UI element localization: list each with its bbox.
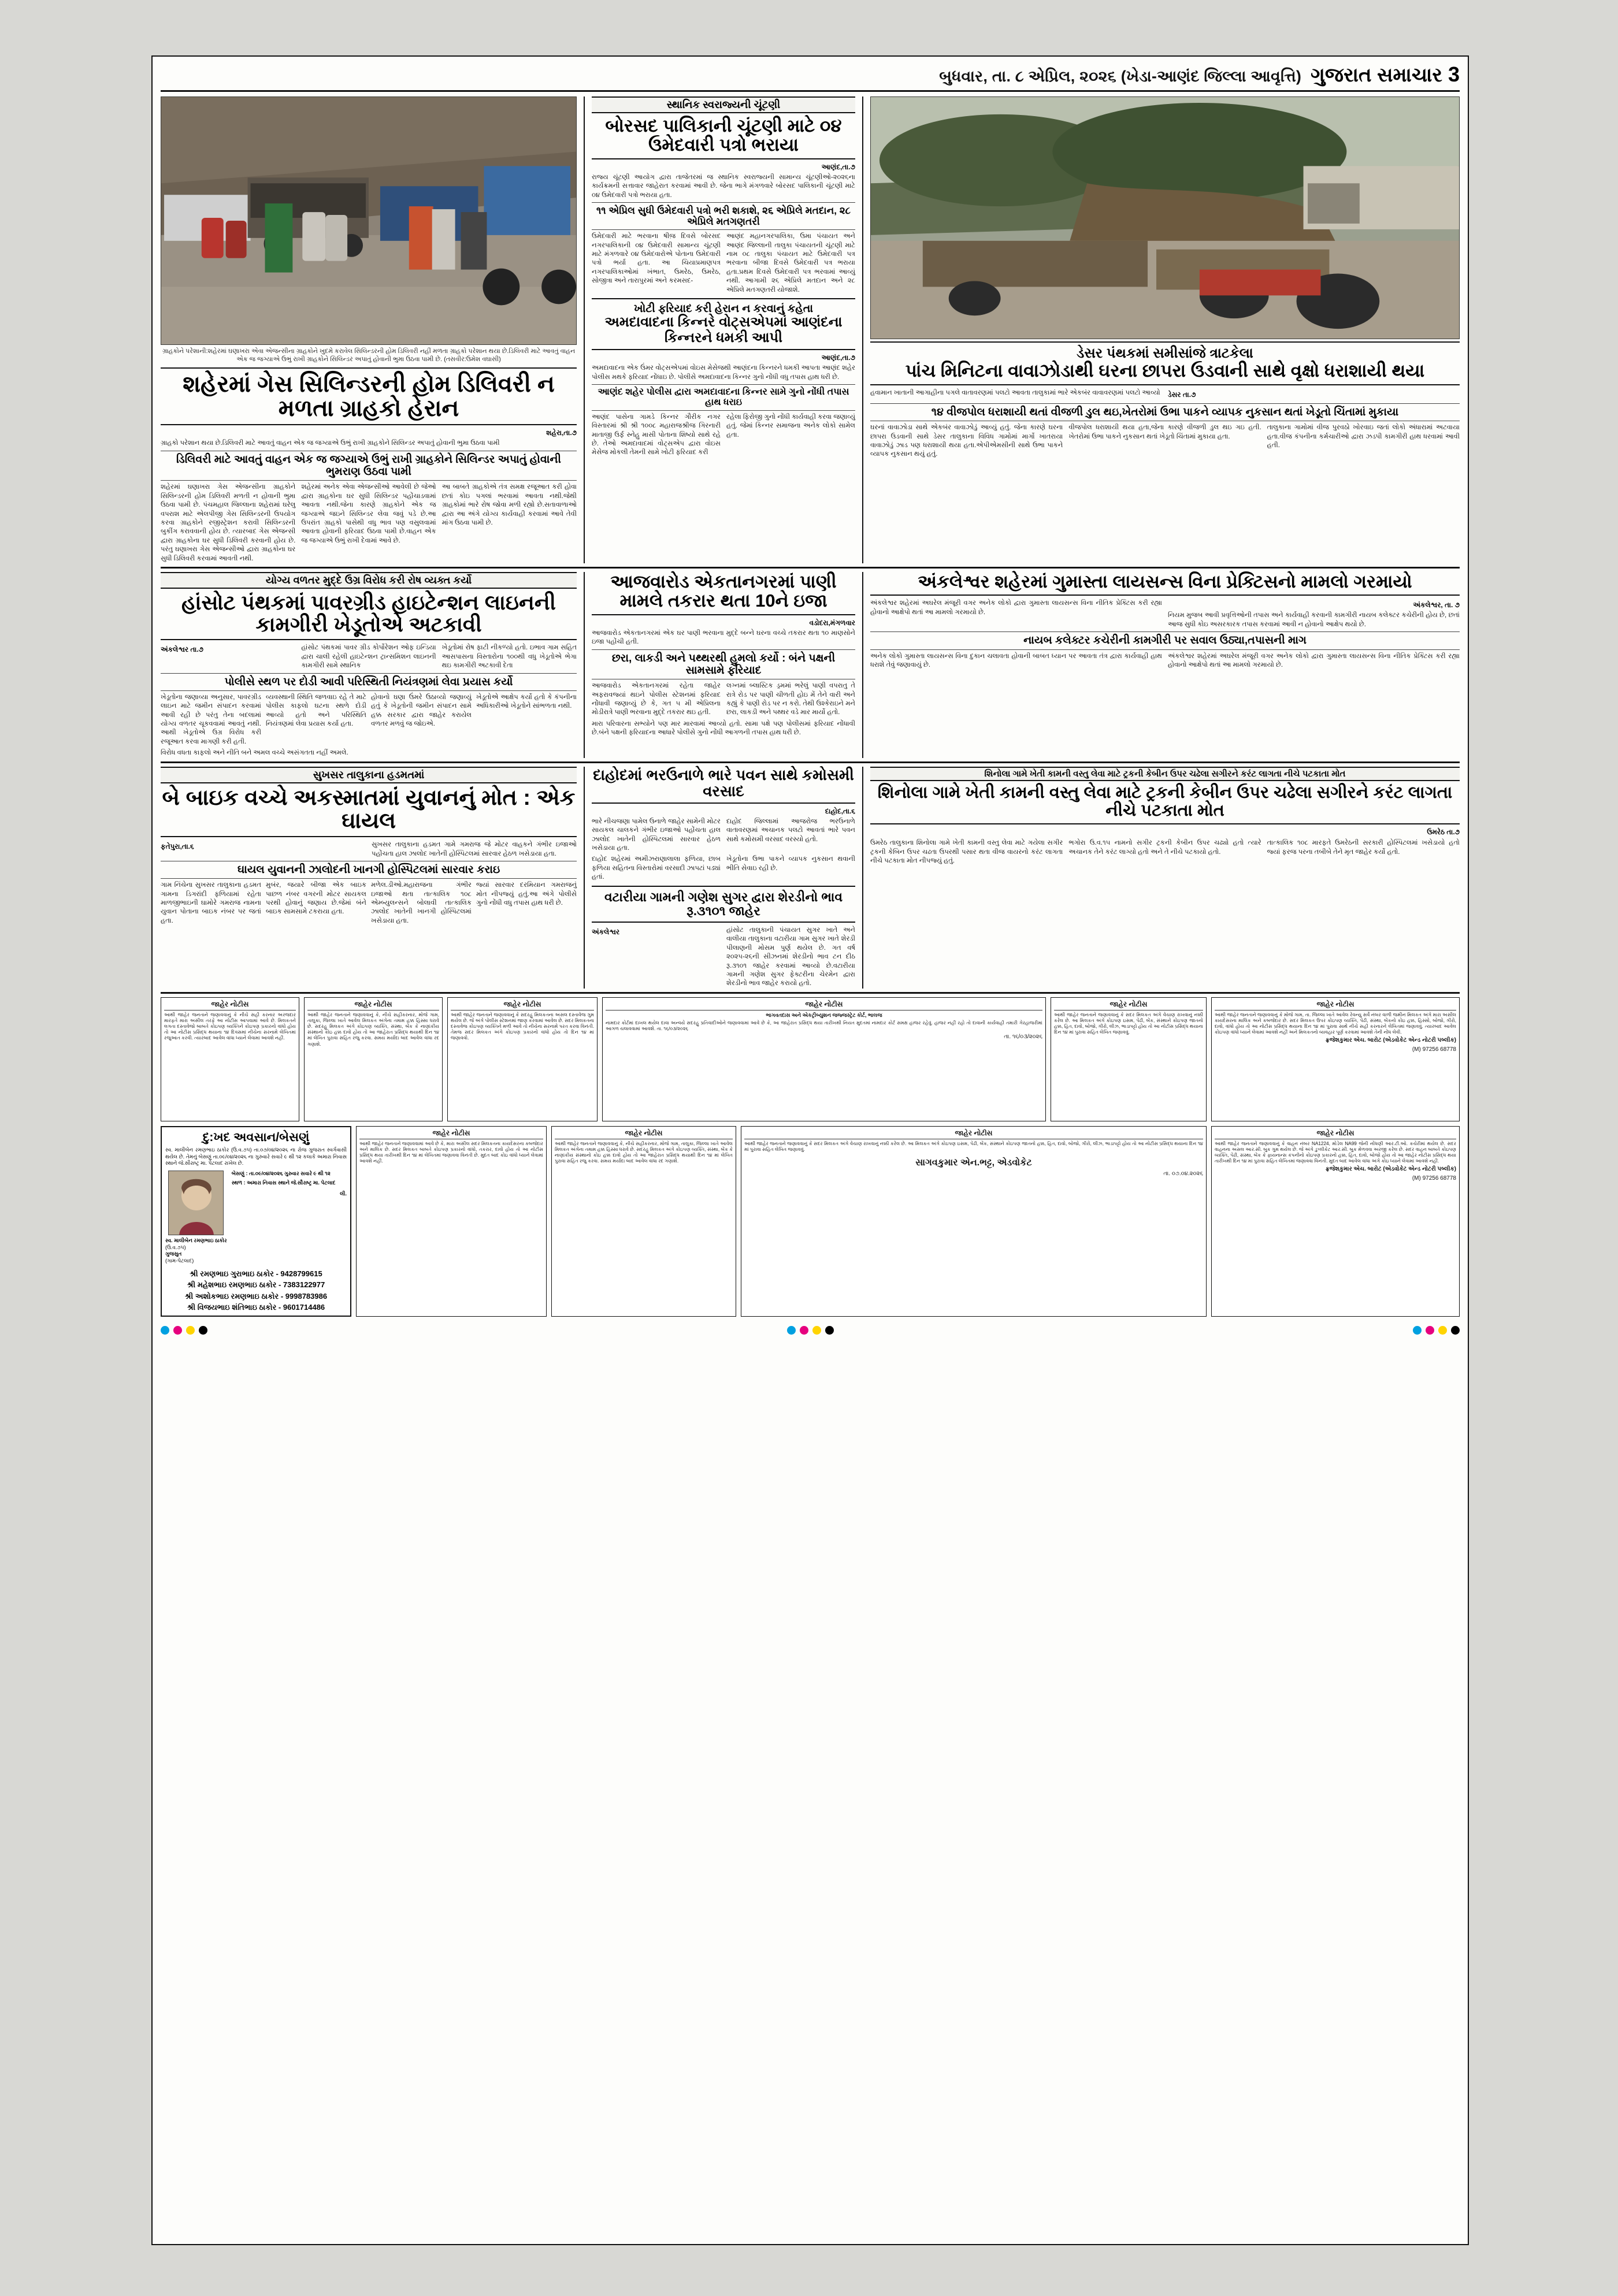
notice-body: આથી જાહેર જનતાને જણાવવાનું કે સદર મિલકત અંગે વેચાણ રાખવાનું નક્કી કરેલ છે. આ મિલકત અંગે કોઇપણ ઇસમ, પેઢી, બેંક, સંસ્થાને કોઇપણ જાતનો હક્ક, હિત, દાવો, બોજો, ગીરો, લીઝ, ભાડાપટ્ટો હોય તો આ નોટીસ પ્રસિદ્ધ થયાના દિન ૧૪ માં પુરાવા સહિત લેખિત જણાવવું. [1054,1012,1203,1035]
deceased-photo [168,1171,224,1235]
notice-body: આથી જાહેર જનતાને જણાવવાનું કે નીચે સહી કરનાર અરજદાર મારફતે મારા અસીલ તરફે આ નોટીસ આપવામાં આવે છે. મિલકતને લગતા દસ્તાવેજો બાબતે કોઇપણ વ્યક્તિને કોઇપણ પ્રકારનો વાંધો હોય તો આ નોટીસ પ્રસિદ્ધ થયાના ૧૪ દિવસમાં નીચેના સરનામે લેખિતમાં રજુઆત કરવી. ત્યારબાદ આવેલ વાંધા ધ્યાને લેવામાં આવશે નહીં. [164,1012,296,1041]
kinnar-c1: અમદાવાદના એક ઉંમર વોટ્સએપમાં વોઇસ મેસેજથી આણંદના કિન્નરને ધમકી આપતા આણંદ શહેર પોલીસ મથકે ફરિયાદ નોંધાઇ છે. પોલીસે અમદાવાદના કિન્નર ગુનો નોંધી વધુ તપાસ હાથ ધરી છે. [592,365,855,381]
notices-row-1 [161,997,1460,1121]
desar-byline: ડેસર તા.૭ [1168,390,1196,399]
kinnar-col3: રહેલા ફિરોજી ગુનો નોંધી કાર્યવાહી કરવા જણાવ્યું હતું. જેમાં કિન્નર સમાજના અનેક લોકો સામેલ હતા. [726,413,855,439]
color-dot-black [199,1326,207,1335]
hansot-byline: અંકલેશ્વર તા.૭ [161,645,204,654]
ajvarod-c1: આજવારોડ એકતાનગરમાં રહેતા જાહેર અફરાવજ્યાં થઇને પોલીસ સ્ટેશનમાં ફરિયાદ નોંધાવી જણાવ્યું છે કે, ગત ૫ મી એપ્રિલના મોડીરાત્રે પાણી ભરવાના મુદ્દે તકરાર થઇ હતી. [592,682,721,716]
ankleshwar-headline: અંકલેશ્વર શહેરમાં ગુમાસ્તા લાયસન્સ વિના પ્રેક્ટિસનો મામલો ગરમાયો [918,571,1412,592]
sukhsar-c1: ગામ નિંચેના સુખસર તાલુકાના હડમત ગામના ડિગરાંદી ફળિયામાં રહેતા માળજીભાઇની ઘામોરે ગમરાજ નામના યુવાન પોતાના બાઇક નંબર પર જતાં હતા. [161,882,261,924]
notices-row-2 [161,1126,1460,1317]
notice-slot-c [447,997,598,1121]
obituary-body: સ્વ. માલીબેન રમણભાઇ ઠાકોર (ઉ.વ.૭૫) તા.૦૭/૦૪/૨૦૨૬ ના રોજ ગુજરાત સ્વર્ગવાસી થયેલ છે. તેમનું બેસણું તા.૦૯/૦૪/૨૦૨૬ ના ગુરુવારે સવારે ૯ થી ૧૨ કલાકે અમારા નિવાસ સ્થાને જે.સૌરાષ્ટ્ર મા. પેટલાદ રાખેલ છે. [165,1146,347,1166]
notice-title: જાહેર નોટીસ [307,1000,439,1010]
color-dot-cyan [1413,1326,1422,1335]
shinola-c3: તાત્કાલિક ૧૦૮ મારફતે ઉમરેઠની સરકારી હોસ્પિટલમાં ખસેડાયો હતો જ્યાં ફરજ પરના તબીબે તેને મૃત જાહેર કર્યો હતો. [1267,839,1460,856]
notice-title: જાહેર નોટીસ [359,1129,543,1139]
advocate-notice-slot [741,1126,1207,1317]
color-dot-magenta [800,1326,808,1335]
kinnar-byline: આણંદ,તા.૭ [821,354,855,362]
sukhsar-subhead: ઘાયલ યુવાનની ઝાલોદની ખાનગી હોસ્પિટલમાં સારવાર કરાઇ [237,863,500,876]
obituary-slot [161,1126,351,1317]
gas-photo-caption: ગ્રાહકોને પરેશાની:શહેરમાં ઘણાખરા એવા એજન્સીના ગ્રાહકોને ખુદમે કરાવેલ સિલિન્ડરની હોમ ડિલિવરી નહીં મળતા ગ્રાહકો પરેશાન થયા છે.ડિલિવરી માટે આવતું વાહન એક જ જગ્યાએ ઉભું રાખી ગ્રાહકોને સિલિન્ડર અપાતું હોવાની ભુમા ઉઠવા પામી છે. (તસવીર:ઉમેશ વઘાસી) [162,348,576,363]
kinnar-headline1: ખોટી ફરિયાદ કરી હેરાન ન કરવાનું કહેતા [633,303,814,315]
middle-column-top [584,96,855,563]
sukhsar-headline: બે બાઇક વચ્ચે અકસ્માતમાં યુવાનનું મોત : એક ઘાયલ [162,785,576,833]
sukhsar-kicker: સુખસર તાલુકાના હડમતમાં [161,767,577,783]
gas-col3: આ બાબતે ગ્રાહકોએ તંત્ર સમક્ષ રજૂઆત કરી હોવા છતાં કોઇ પગલાં ભરવામાં આવતા નથી.જેથી ગ્રાહકોમાં ભારે રોષ જોવા મળી રહ્યો છે.સતાવાળાઓ દ્વારા આ અંગે યોગ્ય કાર્યવાહી કરવામાં આવે તેવી માંગ ઉઠવા પામી છે. [441,484,577,526]
court-notice-body: નામદાર કોર્ટમાં દાખલ થયેલ દાવા અન્વયે સદરહુ પ્રતિવાદીઓને જણાવવામાં આવે છે કે, આ જાહેરાત પ્રસિદ્ધ થયા તારીખથી નિયત મુદતમાં નામદાર કોર્ટ સમક્ષ હાજર રહેવું. હાજર નહીં રહો તો દાવાની કાર્યવાહી તમારી ગેરહાજરીમાં આગળ ચલાવવામાં આવશે. તા. ૧૬/૦૩/૨૦૨૬ [606,1020,1042,1032]
notice-slot-e [356,1126,547,1317]
notice-body: આથી જાહેર જનતાને જણાવવાનું કે સદર મિલકત અંગે વેચાણ રાખવાનું નક્કી કરેલ છે. આ મિલકત અંગે કોઇપણ ઇસમ, પેઢી, બેંક, સંસ્થાને કોઇપણ જાતનો હક્ક, હિત, દાવો, બોજો, ગીરો, લીઝ, ભાડાપટ્ટો હોય તો આ નોટીસ પ્રસિદ્ધ થયાના દિન ૧૪ માં પુરાવા સહિત લેખિત જણાવવું. [744,1140,1203,1152]
color-dot-yellow [812,1326,821,1335]
ajvarod-headline: આજવારોડ એકતાનગરમાં પાણી મામલે તકરાર થતા 10ને ઇજા [610,571,837,611]
color-dot-cyan [161,1326,169,1335]
court-notice-subtitle: ભાગવતદાસ અને એકટ્રીબ્યુશન જજ્જસ્ટ્રેટ કોર્ટ, ભાલજ [766,1012,882,1018]
color-dot-cyan [787,1326,796,1335]
masthead-dateline: બુધવાર, તા. ૮ એપ્રિલ, ૨૦૨૬ (ખેડા-આણંદ જિલ્લા આવૃત્તિ) [939,68,1302,85]
advocate-signature: સાગવકુમાર એન.ભટ્ટ, એડવોકેટ [915,1158,1032,1168]
sukhsar-byline: ફતેપુરા,તા.૬ [161,842,194,851]
hansot-c6: ખેડૂતોએ આક્ષેપ કર્યો હતો કે કંપનીના અધિકારીઓ ખેડૂતોને સાંભળતા નથી. [476,693,577,710]
sukhsar-c4: જ્યાં સારવાર દરમિયાન ગમરાજનું મોત નીપજ્યું હતું.આ અંગે પોલીસે ગુનો નોંધી વધુ તપાસ હાથ ધરી છે. [476,882,577,907]
right-column-top [862,96,1460,563]
notice-body: આથી જાહેર જનતાને જણાવવાનું કે, નીચે સહીકરનાર, મોજે ગામ, તાલુકા, જિલ્લા ખાતે આવેલ મિલકત અંગેના તમામ હક્ક હિસ્સા ધરાવે છે. સદરહુ મિલકત અંગે કોઇપણ વ્યક્તિ, સંસ્થા, બેંક કે નાણાંકીય સંસ્થાનો કોઇ હક્ક દાવો હોય તો આ જાહેરાત પ્રસિદ્ધ થયાથી દિન ૧૪ માં લેખિત પુરાવા સહિત રજુ કરવા. સમય મર્યાદા બાદ આવેલ વાંધા રદ ગણાશે. [555,1140,733,1164]
public-notice-ad [1211,1126,1460,1317]
public-notice [1051,997,1207,1121]
borsad-p1: રાજ્ય ચૂંટણી આયોગ દ્વારા તાજેતરમાં જ સ્થાનિક સ્વરાજ્યની સામાન્ય ચૂંટણીઓ-૨૦૨૬ના કાર્યક્રમની સત્તાવાર જાહેરાત કરવામાં આવી છે. જેના ભાગે મંગળવારે બોરસદ પાલિકાની ચૂંટણી માટે ૦૪ ઉમેદવારી પત્રો ભરાયા હતા. [592,173,855,199]
advocate-name: ફ્રજેશકુમાર એચ. બારોટ (એડવોકેટ એન્ડ નોટરી પબ્લીક) [1325,1037,1456,1044]
ankleshwar-byline: અંકલેશ્વર, તા. ૭ [1413,601,1460,610]
photo-art [871,97,1459,339]
masthead [161,62,1460,92]
gas-lead: ગ્રાહકો પરેશાન થયા છે.ડિલિવરી માટે આવતું વાહન એક જ જગ્યાએ ઉભું રાખી ગ્રાહકોને સિલિન્ડર અપાતું હોવાની ભુમા ઉઠવા પામી [161,440,500,447]
dahod-c3: દાહોદ શહેરમાં અમીઝરાણાલાલા ફળિયા, છાબ ફળિયા સહિતના વિસ્તારોમાં વરસાદી ઝાપટાં પડ્યાં હતાં. [592,856,721,881]
borsad-bullets: ૧૧ એપ્રિલ સુધી ઉમેદવારી પત્રો ભરી શકાશે, ૨૬ એપ્રિલે મતદાન, ૨૮ એપ્રિલે મતગણતરી [596,205,851,228]
borsad-headline: બોરસદ પાલિકાની ચૂંટણી માટે ૦૪ ઉમેદવારી પત્રો ભરાયા [605,116,842,155]
gas-delivery-photo [161,96,577,345]
gas-byline: શહેરા,તા.૭ [546,429,577,437]
photo-art [161,97,576,344]
notice-title: જાહેર નોટીસ [1054,1000,1203,1010]
notice-body: આથી જાહેર જનતાને જણાવવાનું કે મોજે ગામ, તા. જિલ્લા ખાતે આવેલ રેવન્યુ સર્વે નંબર વાળી જમીન મિલકત અંગે મારા અસીલ કાયદેસરના માલિક અને કબજેદાર છે. સદર મિલકત ઉપર કોઇપણ વ્યક્તિ, પેઢી, સંસ્થા, બેંકનો કોઇ હક્ક, હિસ્સો, બોજો, ગીરો, દાવો, વાંધો હોય તો આ નોટીસ પ્રસિદ્ધ થયાના દિન ૧૪ માં પુરાવા સાથે નીચે સહી કરનારને લેખિતમાં જણાવવું. ત્યારબાદ આવેલ કોઇપણ વાંધો ધ્યાને લેવામાં આવશે નહીં અને મિલકતનો વ્યવહાર પૂર્ણ કરવામાં આવશે તેની નોંધ લેવી. [1215,1012,1456,1035]
borsad-col1: ઉમેદવારી માટે ભરવાના ષીજ઼ દિવસે બોરસદ નગરપાલિકાની ૦૪ ઉમેદવારી સામાન્ય ચૂંટણી માટે મંગળવારે ૦૪ ઉમેદવારોએ પોતાના ઉમેદવારી પત્રો ભર્યા હતા. આ ચિયાપ્રમાણપત્ર નગરપાલિકાઓમાં ખંભાત, ઉમરેઠ, ઉમરેઠ, સોજીત્રા અને તારાપુરમાં અને કરમસદ- [592,233,721,285]
borsad-byline: આણંદ,તા.૭ [821,162,855,171]
notice-body: આથી જાહેર જનતાને જણાવવામાં આવે છે કે, મારા અસીલ સદર મિલકતના કાયદેસરના કબજેદાર અને માલિક છે. સદર મિલકત બાબતે કોઇપણ પ્રકારનો વાંધો, તકરાર, દાવો હોય તો આ નોટીસ પ્રસિદ્ધ થયા તારીખથી દિન ૧૪ માં લેખિતમાં જણાવવા વિનંતી છે. મુદત બાદ કોઇ વાંધો ધ્યાને લેવામાં આવશે નહીં. [359,1140,543,1164]
notice-body: આથી જાહેર જનતાને જણાવવાનું કે, નીચે સહીકરનાર, મોજે ગામ, તાલુકા, જિલ્લા ખાતે આવેલ મિલકત અંગેના તમામ હક્ક હિસ્સા ધરાવે છે. સદરહુ મિલકત અંગે કોઇપણ વ્યક્તિ, સંસ્થા, બેંક કે નાણાંકીય સંસ્થાનો કોઇ હક્ક દાવો હોય તો આ જાહેરાત પ્રસિદ્ધ થયાથી દિન ૧૪ માં લેખિત પુરાવા સહિત રજુ કરવા. સમય મર્યાદા બાદ આવેલ વાંધા રદ ગણાશે. [307,1012,439,1047]
obituary-venue-line: સ્થળ : અમારા નિવાસ સ્થાને જે.સૌરાષ્ટ્ર મા. પેટલાદ [231,1179,336,1186]
hansot-sub2: પોલીસે સ્થળ પર દોડી આવી પરિસ્થિતી નિયંત્રણમાં લેવા પ્રયાસ કર્યો [224,675,513,688]
ajvarod-c2: લગ્નમાં બ્લાસ્ટિક ડ્રમમાં ભરેલું પાણી વપરાતુ તે રાત્રે રોડ પર પાણી ચીળતી હોઇ મેં તેને વારી અને કહ્યું કે પાણી રોડ પર ન કરો. તેથી ઉશ્કેરાઇને મને છરા, લાકડી અને પથ્થર વડે માર માર્યો હતો. [726,682,855,716]
advocate-phone: (M) 97256 68778 [1412,1175,1456,1182]
notice-body: આથી જાહેર જનતાને જણાવવાનું કે વાહન નંબર NA1224, મોડેલ NA99 જેની નોંધણી આર.ટી.ઓ. કચેરીમાં થયેલ છે. સદર વાહનના અસલ આર.સી. બુક ગુમ થયેલ છે. જે અંગે ડુપ્લીકેટ આર.સી. બુક મેળવવા અરજી કરેલ છે. સદર વાહન બાબતે કોઇપણ વ્યક્તિ, પેઢી, સંસ્થા, બેંક કે ફાયનાન્સ કંપનીનો કોઇપણ પ્રકારનો હક્ક, હિત, દાવો, બોજો હોય તો આ જાહેર નોટીસ પ્રસિદ્ધ થયા તારીખથી દિન ૧૪ માં પુરાવા સહિત લેખિતમાં જણાવવા વિનંતી. મુદત બાદ આવેલ વાંધા અંગે કોઇ ધ્યાને લેવામાં આવશે નહીં. [1215,1140,1456,1164]
color-dot-magenta [173,1326,182,1335]
public-notice [356,1126,547,1317]
hansot-c1: હાંસોટ પંથકમાં પાવર ગ્રીડ કોર્પોરેશન ઓફ ઇન્ડિયા દ્વારા ચાલી રહેલી હાઇટેન્શન ટ્રાન્સમિશન લાઇનની કામગીરી સામે સ્થાનિક [301,644,436,670]
deceased-relation: ગુજસુત [165,1251,182,1257]
public-notice [447,997,598,1121]
sukhsar-lead: સુખસર તાલુકાના હડમત ગામે ગમરાજ જે મોટર વાહકને ગંભીર ઇજાઓ પહોંચતા હાલ ઝાલોદ ખાતેની હોસ્પિટલમાં સારવાર હેઠળ ખસેડાયા હતા. [372,841,577,857]
borsad-kicker: સ્થાનિક સ્વરાજ્યની ચૂંટણી [592,96,855,113]
public-notice [551,1126,736,1317]
ajvarod-block [584,572,855,758]
sukhsar-block [161,767,577,989]
top-section [161,96,1460,563]
court-notice [602,997,1046,1121]
lower-section [161,767,1460,989]
court-notice-slot [602,997,1046,1121]
notice-slot-a [161,997,299,1121]
shinola-byline: ઉમરેઠ તા.૭ [1427,828,1460,837]
hansot-c2: ખેડૂતોમાં રોષ ફાટી નીકળ્યો હતો. ઇભાવ ગામ સહિત આસપાસના વિસ્તારોના ૧૦૦થી વધુ ખેડૂતોએ ભેગા થઇ કામગીરી અટકાવી દેતા [441,644,577,670]
public-notice-ad [1211,997,1460,1121]
notice-title: જાહેર નોટીસ [744,1129,1203,1139]
obituary-lister: લી. [340,1191,347,1197]
ankleshwar-sub: નાયબ કલેક્ટર કચેરીની કામગીરી પર સવાલ ઉઠ્યા,તપાસની માગ [1023,634,1307,647]
ajvarod-byline: વડોદરા,મંગળવાર [809,618,855,627]
sukhsar-c2: મુબંર, જયારે બીજા એક બાઇક પાછળ નંબર વગરની મોટર સાયકલ પરથી હોવાનું જણાય છે.જેમાં બંને બાઇક સામસામે ટકરાયા હતા. [266,882,366,916]
obituary-title: દુ:ખદ અવસાન/બેસણું [202,1130,310,1144]
obituary-contact: શ્રી અશોકભાઇ રમણભાઇ ઠાકોર - 9998783986 [184,1291,328,1301]
dahod-c1: ભારે નીચજણા પામેલ ઉનાળે જાહેર સામેની મોટર સાયકલ ચાલકને ગંભીર ઇજાઓ પહોંચતા હાલ ઝાલોદ ખાતેની હોસ્પિટલમાં સારવાર હેઠળ ખસેડાયા હતા. [592,818,721,852]
hansot-headline: હાંસોટ પંથકમાં પાવરગ્રીડ હાઇટેન્શન લાઇનની કામગીરી ખેડૂતોએ અટકાવી [181,590,556,637]
notice-slot-d [1051,997,1207,1121]
hansot-c7: વિરોધ વધતા કાફલો અને નીતિ બને અમલ વચ્ચે અસંગતતા નહીં અમલે. [161,749,348,757]
notice-title: જાહેર નોટીસ [451,1000,594,1010]
dahod-headline: દાહોદમાં ભરઉનાળે ભારે પવન સાથે કમોસમી વરસાદ [593,766,854,800]
shinola-c2: ભગોરા ઉ.વ.૧૫ નામનો સગીર ટ્રકની કેબીન ઉપર ચઢ્યો હતો ત્યારે અચાનક તેને કરંટ લાગ્યો હતો અને તે નીચે પટકાયો હતો. [1068,839,1261,856]
dahod-byline: દાહોદ,તા.૬ [825,807,855,815]
advocate-notice [741,1126,1207,1317]
sugar-headline: વટારીયા ગામની ગણેશ સુગર દ્વારા શેરડીનો ભાવ રૂ.૩૧૦૧ જાહેર [604,889,843,918]
gas-col2: શહેરમાં અનેક એવા એજન્સીઓ આવેલી છે જેઓ દ્વારા ગ્રાહકોના ઘર સુધી સિલિન્ડર પહોંચાડવામાં આવતા નથી.જેના કારણે ગ્રાહકોને એક જ જગ્યાએ જઇને સિલિન્ડર લેવા જવું પડે છે.આ ઉપરાંત ગ્રાહકો પાસેથી વધુ ભાવ પણ વસુલવામાં આવતા હોવાની ફરિયાદ ઉઠવા પામી છે.વાહન એક જ જગ્યાએ ઉભું રાખી દેવામાં આવે છે. [301,484,436,544]
court-notice-date: તા. ૧૬/૦૩/૨૦૨૬ [1004,1034,1042,1041]
obituary-photo-wrap [165,1171,227,1265]
sukhsar-c3: મળેલ.ડીઓ.મહારાજના ગંભીર ઇજાઓ થતા તાત્કાલિક ૧૦૮ એમ્બ્યુલન્સને બોલાવી તાત્કાલિક ઝાલોદ ખાતેની ખાનગી હોસ્પિટલમાં ખસેડાયા હતા. [371,882,472,924]
ankleshwar-c1: અંકલેશ્વર શહેરમાં અઘરેલ મંજૂરી વગર અનેક લોકો દ્વારા ગુમાસ્તા લાયસન્સ વિના નીતિક પ્રેક્ટિસ કરી રહ્યા હોવાનો આક્ષેપો થતાં આ મામલો ગરમાયો છે. [870,600,1162,616]
obituary-date-line: બેસણું : તા.૦૯/૦૪/૨૦૨૬ ગુરુવાર સવારે ૯ થી ૧૨ [231,1170,331,1176]
advocate-date: તા. ૦૭.૦૪.૨૦૨૬ [1163,1170,1203,1177]
shinola-block [862,767,1460,989]
ad-slot-right-1 [1211,997,1460,1121]
ad-slot-right-2 [1211,1126,1460,1317]
desar-col3: તાલુકાના ગામોમાં વીજ પુરવઠો ખોરવાઇ જતાં લોકો અંધારામાં અટવાયા હતા.વીજ કંપનીના કર્મચારીઓ દ્વારા ઝડપી કામગીરી હાથ ધરવામાં આવી હતી. [1267,424,1460,449]
ankleshwar-block [862,572,1460,758]
color-dot-yellow [1438,1326,1447,1335]
sugar-body: હાંસોટ તાલુકાની પંચાયત સુગર ખાતે અને વાલીયા તાલુકાના વટારીયા ગામ સુગર ખાતે શેરડી પીલાણની મોસમ પુર્ણ થયેલ છે. ગત વર્ષ ૨૦૨૫-૨૬ની સીઝનમાં શેરડીનો ભાવ ટન દીઠ રૂ.૩૧૦૧ જાહેર કરવામાં આવ્યો છે.વટારીયા ગામની ગણેશ સુગર ફેક્ટરીના ચેરમેન દ્વારા શેરડીનો ભાવ જાહેર કરાયો હતો. [726,926,855,987]
registration-bar [161,1322,1460,1335]
color-dot-yellow [186,1326,195,1335]
color-dots-right [1413,1322,1460,1335]
color-dot-black [825,1326,834,1335]
newspaper-page [151,55,1469,2245]
shinola-headline: શિનોલા ગામે ખેતી કામની વસ્તુ લેવા માટે ટ્રકની કેબીન ઉપર ચઢેલા સગીરને કરંટ લાગતા નીચે પટકાતા મોત [877,783,1453,820]
notice-body: આથી જાહેર જનતાને જણાવવાનું કે સદરહુ મિલકતના અસલ દસ્તાવેજ ગુમ થયેલ છે. જે અંગે પોલીસ સ્ટેશનમાં જાણ કરવામાં આવેલ છે. સદર મિલકતના દસ્તાવેજ કોઇપણ વ્યક્તિને મળી આવે તો નીચેના સરનામે પરત કરવા વિનંતી. તેમજ સદર મિલકત અંગે કોઇપણ પ્રકારનો વાંધો હોય તો દિન ૧૪ માં જણાવવો. [451,1012,594,1041]
obituary-contact: શ્રી વિજયભાઇ શંતિભાઇ ઠાકોર - 9601714486 [187,1303,325,1312]
notice-title: જાહેર નોટીસ [1215,1129,1456,1139]
ajvarod-subhead: છરા, લાકડી અને પથ્થરથી હુમલો કર્યો : બંને પક્ષની સામસામે ફરિયાદ [611,652,836,677]
advocate-phone: (M) 97256 68778 [1412,1046,1456,1053]
desar-col2: વીજપોલ ધરાશાયી થયા હતા,જેના કારણે વીજળી ડુલ થઇ ગઇ હતી. ખેતરોમાં ઉભા પાકને નુકસાન થતાં ખેડૂતો ચિંતામાં મુકાયા હતા. [1068,424,1261,440]
notice-title: જાહેર નોટીસ [555,1129,733,1139]
ankleshwar-c2: અનેક લોકો ગુમાસ્તા લાયસન્સ વિના દુકાન ચલાવતા હોવાની બાબત ધ્યાન પર આવતા તંત્ર દ્વારા કાર્યવાહી હાથ ધરાશે તેવું જણાવાયું છે. [870,652,1162,668]
portrait-art [169,1171,224,1235]
desar-subhead: ૧૪ વીજપોલ ધરાશાયી થતાં વીજળી ડુલ થઇ,ખેતરોમાં ઉભા પાકને વ્યાપક નુકસાન થતાં ખેડૂતો ચિંતામાં મુકાયા [931,406,1399,418]
kinnar-col2: આણંદ પાસેના ગામડે કિન્નર ગૌરીક નગર વિસ્તારમાં શ્રી શ્રી ૧૦૦૮ મહારાજશ્રીજ ગિરનારી માતાજી ઉર્ફ સ્નેહુ માસી પોતાના શિષ્યો સાથે રહે છે. તેઓ અમદાવાદમાં વોટ્સએપ દ્વારા વોઇસ મેસેજ મોકલી તેમની સામે ખોટી ફરિયાદ કરી [592,413,721,456]
ajvarod-c3: મારા પરિવારના સભ્યોને પણ માર મારવામાં આવ્યો હતો. સામા પક્ષે પણ પોલીસમાં ફરિયાદ નોંધાવી છે.બંને પક્ષની ફરિયાદના આધારે પોલીસે ગુનો નોંધી આગળની તપાસ હાથ ધરી છે. [592,720,855,737]
kinnar-headline2: અમદાવાદના કિન્નરે વોટ્સએપમાં આણંદના કિન્નરને ધમકી આપી [604,314,843,345]
obituary-contact: શ્રી મહેશભાઇ રમણભાઇ ઠાકોર - 7383122977 [187,1280,325,1290]
obituary-contact: શ્રી રમણભાઇ ગુરાભાઇ ઠાકોર - 9428799615 [190,1269,322,1278]
dahod-c4: ખેડૂતોના ઉભા પાકને વ્યાપક નુકસાન થવાની ભીતિ સેવાઇ રહી છે. [726,856,855,872]
desar-lead: હવામાન ખાતાની આગાહીના પગલે વાતાવરણમાં પલટો આવતા તાલુકામાં ભારે એકબંર વાવાવરણમાં પલટો આવ્યો [870,389,1160,396]
dahod-block [584,767,855,989]
left-column-top [161,96,577,563]
shinola-c1: ઉમરેઠ તાલુકાના શિનોલા ગામે ખેતી કામની વસ્તુ લેવા માટે ગયેલા સગીર ટ્રકની કેબિન ઉપર ચઢતા ઉપરથી પસાર થતા વીજ વાયરનો કરંટ લાગતા નીચે પટકાતા મોત નીપજ્યું હતું. [870,839,1063,865]
ankleshwar-c3: નિયમ મુજબ આવી પ્રવૃત્તિઓની તપાસ અને કાર્યવાહી કરવાની કામગીરી નાયબ કલેક્ટર કચેરીની હોય છે, છતાં આજ સુધી કોઇ અસરકારક તપાસ કરવામાં આવી ન હોવાનો આક્ષેપ થયો છે. [1168,612,1460,628]
notice-slot-f [551,1126,736,1317]
gas-headline: શહેરમાં ગેસ સિલિન્ડરની હોમ ડિલિવરી ન મળતા ગ્રાહકો હેરાન [183,371,555,421]
notice-slot-b [304,997,443,1121]
desar-headline1: ડેસર પંથકમાં સમીસાંજે ત્રાટકેલા [1077,345,1253,361]
hansot-c4: વ્યવસ્થાની સ્થિતિ જળવાઇ રહે તે માટે પોલીસ કાફલો ઘટના સ્થળે દોડી આવ્યો હતો અને પરિસ્થિતિ નિયંત્રણમાં લેવા પ્રયાસ કર્યા હતા. [266,693,366,727]
color-dot-black [1451,1326,1460,1335]
masthead-brand: ગુજરાત સમાચાર [1311,64,1442,86]
notice-title: જાહેર નોટીસ [164,1000,296,1010]
hansot-c3: ખેડૂતોના જણાવ્યા અનુસાર, પાવરગ્રીડ લાઇન માટે જમીન સંપાદન કરવામાં આવી રહી છે પરંતુ તેના બદલામાં યોગ્ય વળતર ચૂકવવામાં આવતું નથી. આથી ખેડૂતોએ ઉગ્ર વિરોધ કરી રજૂઆત કરવા માગણી કરી હતી. [161,693,261,745]
deceased-village: (ગામ-પેટલાદ) [165,1257,194,1264]
desar-headline2: પાંચ મિનિટના વાવાઝોડાથી ઘરના છાપરા ઉડવાની સાથે વૃક્ષો ધરાશાયી થયા [905,361,1425,381]
kinnar-sub: આણંદ શહેર પોલીસ દ્વારા અમદાવાદના કિન્નર સામે ગુનો નોંધી તપાસ હાથ ધરાઇ [598,387,849,407]
obituary-box [161,1126,351,1317]
shinola-kicker: શિનોલા ગામે ખેતી કામની વસ્તુ લેવા માટે ટ્રકની કેબીન ઉપર ચઢેલા સગીરને કરંટ લાગતા નીચે પટકાતા મોત [870,767,1460,781]
desar-col1: ઘરનાં વાવાઝોડા સાથે એકબંર વાવાઝોડું આવ્યું હતું. જેના કારણે ઘરના છાપરા ઉડવાની સાથે ડેસર તાલુકાના વિવિધ ગામોમાં માર્ગો ખાતરાયા વાવાઝોડું ઝાડ પણ ધરાશાયી થયા હતા.એપીએમસીની સાથે ઉભા પાકને વ્યાપક નુકસાન થયું હતું. [870,424,1063,458]
advocate-name: ફ્રજેશકુમાર એચ. બારોટ (એડવોકેટ એન્ડ નોટરી પબ્લીક) [1325,1166,1456,1173]
hansot-kicker: યોગ્ય વળતર મુદ્દે ઉગ્ર વિરોધ કરી રોષ વ્યક્ત કર્યો [161,572,577,589]
deceased-age: (ઉ.વ.૭૫) [165,1244,186,1250]
page-number: 3 [1448,62,1460,86]
borsad-col2: આણંદ મહાનગરપાલિકા, ઉમા પંચાયત અને આણંદ જિલ્લાની તાલુકા પંચાયતની ચૂંટણી માટે નામ ૦૮ તાલુકા પંચાયત માટે ઉમેદવારી પત્ર ભરવાના બીજા દિવસે ઉમેદવારી પત્ર ભરાયા હતા.પ્રથમ દિવસે ઉમેદવારી પત્ર ભરવામાં આવ્યું નથી. આગામી ૨૬ એપ્રિલે મતદાન અને ૨૮ એપ્રિલે મતગણતરી યોજાશે. [726,233,855,293]
court-notice-title: જાહેર નોટીસ [606,1000,1042,1010]
notice-title: જાહેર નોટીસ [1215,1000,1456,1010]
public-notice [161,997,299,1121]
public-notice [304,997,443,1121]
color-dots-left [161,1322,207,1335]
sugar-byline: અંકલેશ્વર [592,927,620,936]
dahod-c2: દાહોદ જિલ્લામાં આજરોજ ભરઉનાળે વાતાવરણમાં અચાનક પલટો આવતાં ભારે પવન સાથે કમોસમી વરસાદ વરસ્યો હતો. [726,818,855,843]
gas-col1: શહેરમાં ઘણાખરા ગેસ એજન્સીના ગ્રાહકોને સિલિન્ડરની હોમ ડિલિવરી મળતી ન હોવાની ભુમા ઉઠવા પામી છે. પંચમહાલ જિલ્લાના શહેરામાં ઘરેલુ વપરાશ માટે એલપીજી ગેસ સિલિન્ડરની ઉપયોગ કરવા ગ્રાહકોને રજીસ્ટ્રેશન કરાવી સિલિન્ડરની બુકીંગ કરાવવાની હોય છે. ત્યારબાદ ગેસ એજન્સી દ્વારા ગ્રાહકોના ઘર સુધી ડિલિવરી કરવાની હોય છે. પરંતુ ઘણાખરા ગેસ એજન્સીઓ દ્વારા ગ્રાહકોના ઘર સુધી ડિલિવરી કરવામાં આવતી નથી. [161,484,296,562]
hansot-block [161,572,577,758]
ajvarod-lead: આજવારોડ એકતાનગરમાં એક ઘર પાણી ભરવાના મુદ્દે બન્ને ઘરના વચ્ચે તકરાર થતા ૧૦ માણસોને ઇજા પહોંચી હતી. [592,629,855,646]
hansot-c5: હોવાનો ઘણા ઉંમરે ઉઠાવ્યો જણાવ્યું હતું કે ખેડૂતોની જમીન સંપાદન સામે હક્ક સરકાર દ્વારા જાહેર કરાયેલ વળતર મળવું જ જોઇએ. [371,693,472,727]
storm-damage-photo [870,96,1460,339]
gas-subhead: ડિલિવરી માટે આવતું વાહન એક જ જગ્યાએ ઉભું રાખી ગ્રાહકોને સિલિન્ડર અપાતું હોવાની ભુમરાણ ઉઠવા પામી [176,453,561,478]
color-dots-mid [787,1322,834,1335]
ankleshwar-c2b: અંકલેશ્વર શહેરમાં અઘરેલ મંજૂરી વગર અનેક લોકો દ્વારા ગુમાસ્તા લાયસન્સ વિના નીતિક પ્રેક્ટિસ કરી રહ્યા હોવાનો આક્ષેપો થતાં આ મામલો ગરમાયો છે. [1168,652,1460,668]
middle-section [161,572,1460,758]
color-dot-magenta [1426,1326,1434,1335]
deceased-name: સ્વ. માલીબેન રમણભાઇ ઠાકોર [165,1237,227,1243]
